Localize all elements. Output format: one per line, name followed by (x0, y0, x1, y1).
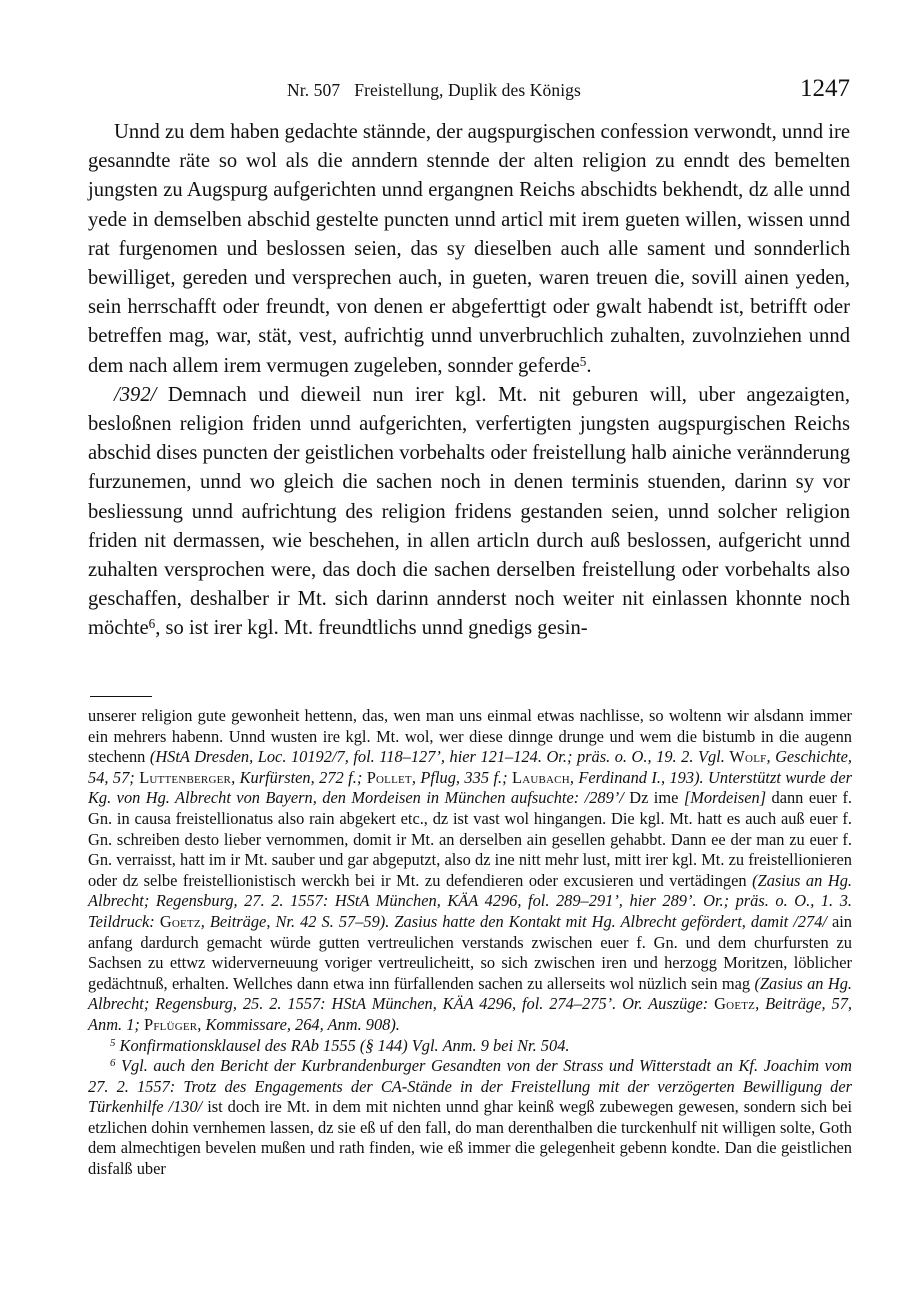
running-head-title: Freistellung, Duplik des Königs (354, 80, 581, 100)
folio-marker-274: /274/ (793, 911, 827, 931)
paragraph-2 (88, 381, 850, 644)
paragraph-2-text: Demnach und dieweil nun irer kgl. Mt. nit geburen will, uber angezaigten, besloßnen religion friden unnd aufgerichten, verfertigten jungsten augspurgischen Reichs abschid dises puncten der geistlichen vorbehalts oder freistellung halb ainiche verännderung furzunemen, unnd wo gleich die sachen noch in denen terminis stuenden, darinn sy vor besliessung unnd aufrichtung des religion fridens gestanden seien, unnd solcher religion friden nit dermassen, wie beschehen, in allen articln durch auß beslossen, aufgericht unnd zuhalten versprochen were, das doch die sachen derselben freistellung oder vorbehalts also geschaffen, deshalber ir Mt. sich darinn annderst noch weiter nit einlassen khonnte noch möchte (88, 383, 850, 640)
footnote-6-text-1: Vgl. auch den Bericht der Kurbrandenburger Gesandten von der Strass und Witterstadt an Kf. Joachim vom 27. 2. 1557: Trotz des Engagements der CA-Stände in der Freistellung mit der verzögerten Bewilligung der Türkenhilfe (88, 1056, 852, 1117)
fn-cont-bracket-1: [Mordeisen] (683, 788, 767, 808)
fn-cont-cite-3a: (Zasius an Hg. Albrecht; Regensburg, 25. 2. 1557: HStA München, KÄA 4296, fol. 274–275’. Or. Auszüge: (88, 973, 852, 1014)
fn-cont-cite-1a: (HStA Dresden, Loc. 10192/7, fol. 118–127’, hier 121–124. Or.; präs. o. O., 19. 2. Vgl. (149, 747, 730, 767)
footnote-ref-6[interactable]: 6 (148, 616, 156, 632)
fn-cont-part-2: Dz ime (623, 788, 684, 808)
footnote-separator-rule (90, 696, 152, 697)
footnote-block (88, 706, 852, 1180)
author-goetz-1: Goetz (159, 911, 201, 931)
fn-cont-cite-1e: , Ferdinand I., 193). Unterstützt wurde der Kg. von Hg. Albrecht von Bayern, den Mordeisen in München aufsuchte: (88, 767, 852, 808)
main-text-block (88, 118, 850, 644)
fn-cont-cite-3c: , Kommissare, 264, Anm. 908). (197, 1014, 400, 1034)
paragraph-1-tail: . (586, 354, 592, 377)
footnote-6-text-2: ist doch ire Mt. in dem mit nichten unnd ghar keinß wegß zubewegen gewesen, sondern sich bei etzlichen dohin vernhemen lassen, dz sie eß uf den fall, do man derenthalben die turckenhulf nit willigen solte, Goth dem almechtigen bevelen mußen und rath finden, wie eß immer die gelegenheit gebenn kondte. Dan die geistlichen disfalß uber (88, 1097, 852, 1179)
footnote-5-text: Konfirmationsklausel des RAb 1555 (§ 144) Vgl. Anm. 9 bei Nr. 504. (119, 1035, 570, 1055)
paragraph-1 (88, 118, 850, 381)
author-wolf: Wolf (729, 747, 767, 767)
running-head-number-label: Nr. 507 (287, 80, 341, 100)
footnote-5-marker: 5 (110, 1036, 116, 1049)
fn-cont-part-3: dann euer f. Gn. in causa freistellionatus also rain abgekert etc., dz ist vast wol hingangen. Die kgl. Mt. hatt es auch auß euer f. Gn. schreiben desto lieber vernommen, domit ir Mt. an derselben ain gesellen gehabbt. Dann ee der man zu euer f. Gn. verraisst, hatt im ir Mt. sauber und gar abgeputzt, also dz ine nitt mehr lust, mitt irer kgl. Mt. zu freistellionieren oder dz selbe freistellionistisch werckh bei ir Mt. zu defendieren oder excusieren und vertädingen (88, 788, 853, 890)
fn-cont-cite-1b: , Geschichte, 54, 57; (88, 747, 852, 787)
footnote-continued (88, 706, 852, 1036)
footnote-5 (88, 1036, 852, 1057)
fn-cont-cite-2a: (Zasius an Hg. Albrecht; Regensburg, 27. 2. 1557: HStA München, KÄA 4296, fol. 289–291’, hier 289’. Or.; präs. o. O., 1. 3. Teildruck: (88, 870, 852, 931)
running-head (88, 76, 850, 101)
fn-cont-part-1: unserer religion gute gewonheit hettenn, das, wen man uns einmal etwas nachlisse, so woltenn wir alsdann immer ein mehrers habenn. Unnd wusten ire kgl. Mt. wol, wer diese dinnge drunge und wem die bistumb in die augenn stechenn (88, 706, 852, 767)
footnote-ref-5[interactable]: 5 (579, 353, 587, 369)
author-luttenberger: Luttenberger (139, 767, 232, 787)
fn-cont-cite-1c: , Kurfürsten, 272 f.; (231, 767, 367, 787)
fn-cont-cite-3b: , Beiträge, 57, Anm. 1; (88, 994, 852, 1034)
fn-cont-cite-1d: , Pflug, 335 f.; (411, 767, 512, 787)
folio-marker-289: /289’/ (584, 788, 624, 808)
author-goetz-2: Goetz (714, 994, 756, 1014)
fn-cont-cite-2b: , Beiträge, Nr. 42 S. 57–59). Zasius hatte den Kontakt mit Hg. Albrecht gefördert, damit (200, 911, 794, 931)
paragraph-2-tail: , so ist irer kgl. Mt. freundtlichs unnd gnedigs gesin- (155, 617, 588, 640)
author-pollet: Pollet (366, 767, 412, 787)
footnote-6 (88, 1056, 852, 1180)
author-pflueger: Pflüger (144, 1014, 198, 1034)
fn-cont-part-4: ain anfang dardurch gemacht würde gutten vertreulichen verstands zwischen euer f. Gn. und dem churfursten zu Sachsen zu ettwz widerverneuung voriger vertreulicheitt, so sich zwischen iren und herzogg Moritzen, löblicher gedächtnuß, erhalten. Wellches dann etwa inn fürfallenden sachen zu allerseits wol nüzlich sein mag (88, 911, 853, 993)
folio-marker-392: /392/ (114, 383, 157, 406)
footnote-6-marker: 6 (110, 1057, 116, 1070)
running-head-title-group (88, 80, 780, 101)
folio-marker-130: /130/ (168, 1097, 203, 1117)
paragraph-1-text: Unnd zu dem haben gedachte stännde, der augspurgischen confession verwondt, unnd ire gesanndte räte so wol als die anndern stennde der alten religion zu enndt des bemelten jungsten zu Augspurg aufgerichten unnd ergangnen Reichs abschidts bekhendt, dz alle unnd yede in demselben abschid gestelte puncten unnd articl mit irem gueten willen, wissen unnd rat furgenomen und beslossen seien, das sy dieselben auch alle sament und sonnderlich bewilliget, gereden und versprechen auch, in gueten, waren treuen die, sovill ainen yeden, sein herrschafft oder freundt, von denen er abgeferttigt oder gwalt habendt ist, betrifft oder betreffen mag, war, stät, vest, aufrichtig unnd unverbruchlich zuhalten, zuvolnziehen unnd dem nach allem irem vermugen zugeleben, sonnder geferde (88, 121, 850, 377)
author-laubach: Laubach (511, 767, 570, 787)
page-number: 1247 (800, 75, 850, 102)
